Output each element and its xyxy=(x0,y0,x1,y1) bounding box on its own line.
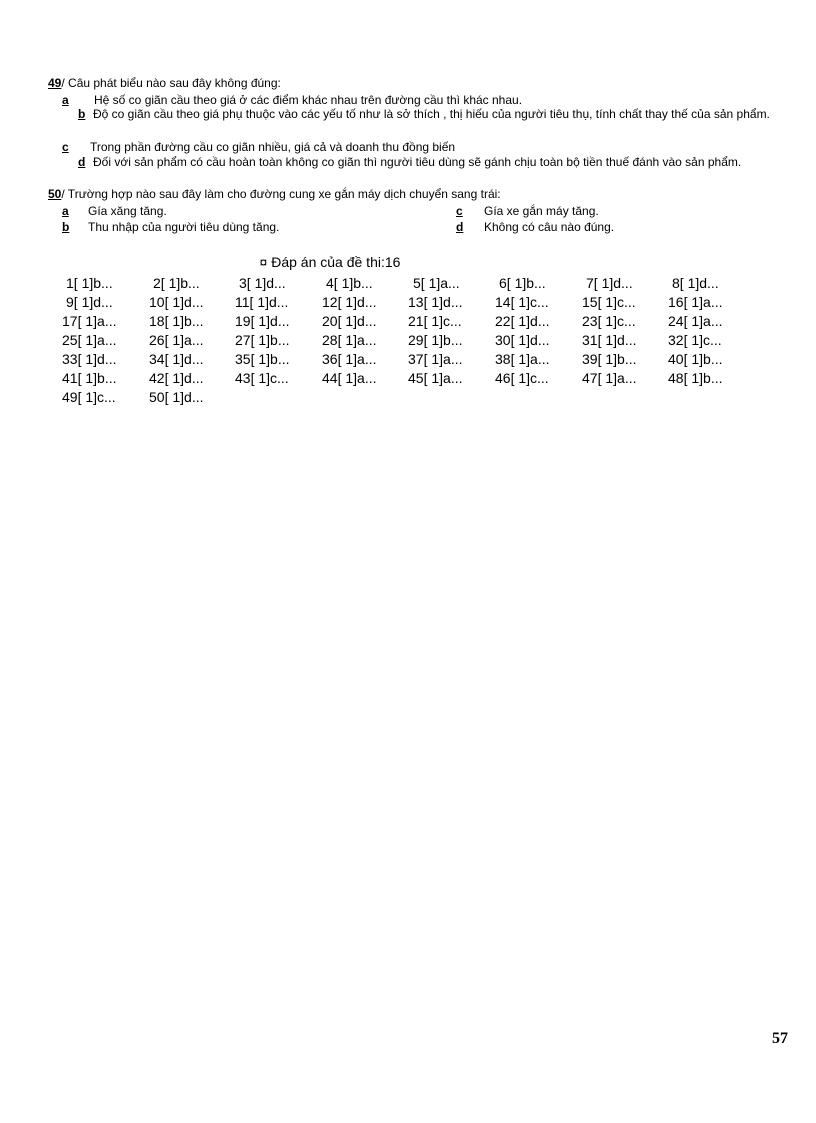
option-key: b xyxy=(62,220,70,234)
answer-item: 7[ 1]d... xyxy=(586,275,633,291)
answer-item: 41[ 1]b... xyxy=(62,370,117,386)
option-text: Trong phần đường cầu co giãn nhiều, giá cả và doanh thu đồng biến xyxy=(90,140,456,154)
option-text: Thu nhập của người tiêu dùng tăng. xyxy=(88,220,280,234)
answer-item: 16[ 1]a... xyxy=(668,294,723,310)
question-text: / Câu phát biểu nào sau đây không đúng: xyxy=(61,76,281,90)
answer-item: 48[ 1]b... xyxy=(668,370,723,386)
question-number: 50 xyxy=(48,187,62,201)
answer-item: 42[ 1]d... xyxy=(149,370,204,386)
answer-item: 38[ 1]a... xyxy=(495,351,550,367)
page-number: 57 xyxy=(772,1030,788,1047)
question-49-option-a xyxy=(62,92,522,108)
answer-item: 36[ 1]a... xyxy=(322,351,377,367)
question-text: / Trường hợp nào sau đây làm cho đường cung xe gắn máy dịch chuyển sang trái: xyxy=(61,187,501,201)
question-50-option-d xyxy=(456,219,614,235)
answer-item: 34[ 1]d... xyxy=(149,351,204,367)
option-key: d xyxy=(456,220,464,234)
answer-item: 50[ 1]d... xyxy=(149,389,204,405)
answer-item: 3[ 1]d... xyxy=(239,275,286,291)
answer-item: 40[ 1]b... xyxy=(668,351,723,367)
answer-item: 33[ 1]d... xyxy=(62,351,117,367)
answer-item: 24[ 1]a... xyxy=(668,313,723,329)
answer-item: 20[ 1]d... xyxy=(322,313,377,329)
answer-item: 29[ 1]b... xyxy=(408,332,463,348)
answer-item: 17[ 1]a... xyxy=(62,313,117,329)
question-50-option-a xyxy=(62,203,167,219)
question-49-stem xyxy=(48,75,774,91)
answer-item: 10[ 1]d... xyxy=(149,294,204,310)
answer-item: 31[ 1]d... xyxy=(582,332,637,348)
option-text: Độ co giãn cầu theo giá phụ thuộc vào các yếu tố như là sở thích , thị hiếu của người tiêu thụ, tính chất thay thế của sản phẩm. xyxy=(93,107,770,121)
answer-item: 23[ 1]c... xyxy=(582,313,636,329)
answer-item: 45[ 1]a... xyxy=(408,370,463,386)
answer-item: 11[ 1]d... xyxy=(235,294,289,310)
answer-item: 5[ 1]a... xyxy=(413,275,460,291)
answer-item: 14[ 1]c... xyxy=(495,294,549,310)
option-key: c xyxy=(62,140,69,154)
answer-item: 12[ 1]d... xyxy=(322,294,377,310)
option-key: a xyxy=(62,93,69,107)
answer-item: 37[ 1]a... xyxy=(408,351,463,367)
answer-item: 35[ 1]b... xyxy=(235,351,290,367)
answer-item: 13[ 1]d... xyxy=(408,294,463,310)
answer-item: 4[ 1]b... xyxy=(326,275,373,291)
option-text: Không có câu nào đúng. xyxy=(484,220,615,234)
option-key: a xyxy=(62,204,69,218)
question-49-option-b xyxy=(48,108,774,121)
option-key: b xyxy=(78,107,86,121)
answer-item: 2[ 1]b... xyxy=(153,275,200,291)
answer-item: 49[ 1]c... xyxy=(62,389,116,405)
option-key: c xyxy=(456,204,463,218)
answer-item: 8[ 1]d... xyxy=(672,275,719,291)
answer-item: 46[ 1]c... xyxy=(495,370,549,386)
answer-item: 27[ 1]b... xyxy=(235,332,290,348)
answer-item: 9[ 1]d... xyxy=(66,294,113,310)
answer-item: 30[ 1]d... xyxy=(495,332,550,348)
option-text: Gía xăng tăng. xyxy=(88,204,167,218)
answer-item: 21[ 1]c... xyxy=(408,313,462,329)
answer-item: 25[ 1]a... xyxy=(62,332,117,348)
option-text: Gía xe gắn máy tăng. xyxy=(484,204,599,218)
question-49-option-d xyxy=(48,156,774,169)
answer-item: 19[ 1]d... xyxy=(235,313,290,329)
answer-item: 47[ 1]a... xyxy=(582,370,637,386)
answer-item: 15[ 1]c... xyxy=(582,294,636,310)
question-50-option-c xyxy=(456,203,599,219)
answer-item: 44[ 1]a... xyxy=(322,370,377,386)
answer-item: 1[ 1]b... xyxy=(66,275,113,291)
option-text: Hệ số co giãn cầu theo giá ở các điểm khác nhau trên đường cầu thì khác nhau. xyxy=(94,93,523,107)
answer-item: 6[ 1]b... xyxy=(499,275,546,291)
question-49-option-c xyxy=(62,139,455,155)
answer-item: 28[ 1]a... xyxy=(322,332,377,348)
answer-item: 18[ 1]b... xyxy=(149,313,204,329)
answer-item: 32[ 1]c... xyxy=(668,332,722,348)
option-key: d xyxy=(78,155,86,169)
answer-item: 26[ 1]a... xyxy=(149,332,204,348)
answer-key-title: ¤ Đáp án của đề thi:16 xyxy=(259,254,401,270)
option-text: Đối với sản phẩm có cầu hoàn toàn không co giãn thì người tiêu dùng sẽ gánh chịu toàn bộ tiền thuế đánh vào sản phẩm. xyxy=(93,155,742,169)
answer-item: 22[ 1]d... xyxy=(495,313,550,329)
question-number: 49 xyxy=(48,76,62,90)
answer-item: 39[ 1]b... xyxy=(582,351,637,367)
question-50-stem xyxy=(48,186,774,202)
question-50-option-b xyxy=(62,219,279,235)
answer-item: 43[ 1]c... xyxy=(235,370,289,386)
